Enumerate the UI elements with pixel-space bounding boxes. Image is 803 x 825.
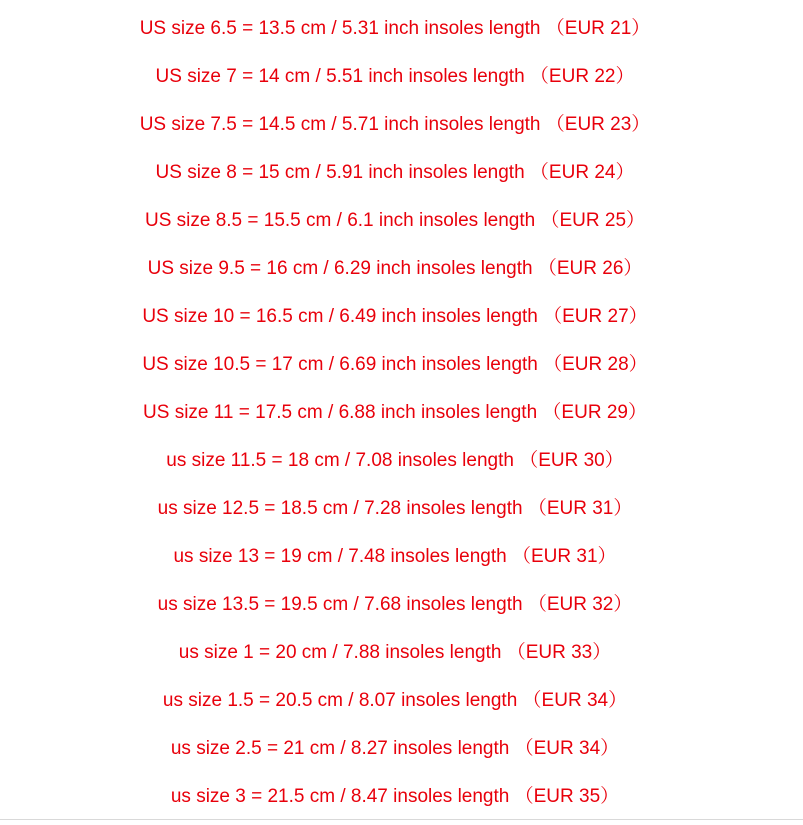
size-row: us size 3 = 21.5 cm / 8.47 insoles length （EUR 35） (170, 786, 620, 807)
size-row: us size 13 = 19 cm / 7.48 insoles length （EUR 31） (173, 546, 617, 567)
size-row: US size 6.5 = 13.5 cm / 5.31 inch insoles length （EUR 21） (139, 18, 651, 39)
size-row: US size 10 = 16.5 cm / 6.49 inch insoles length （EUR 27） (142, 306, 648, 327)
size-row: US size 7 = 14 cm / 5.51 inch insoles length （EUR 22） (155, 66, 635, 87)
size-row: US size 11 = 17.5 cm / 6.88 inch insoles length （EUR 29） (143, 402, 647, 423)
size-chart-list (0, 5, 790, 821)
size-row: US size 8.5 = 15.5 cm / 6.1 inch insoles length （EUR 25） (144, 210, 646, 231)
size-row: US size 7.5 = 14.5 cm / 5.71 inch insoles length （EUR 23） (139, 114, 651, 135)
size-row: US size 8 = 15 cm / 5.91 inch insoles length （EUR 24） (155, 162, 635, 183)
size-row: us size 11.5 = 18 cm / 7.08 insoles length （EUR 30） (166, 450, 624, 471)
size-row: US size 10.5 = 17 cm / 6.69 inch insoles length （EUR 28） (142, 354, 648, 375)
size-row: US size 9.5 = 16 cm / 6.29 inch insoles length （EUR 26） (147, 258, 643, 279)
size-row: us size 1.5 = 20.5 cm / 8.07 insoles length （EUR 34） (162, 690, 628, 711)
size-row: us size 13.5 = 19.5 cm / 7.68 insoles length （EUR 32） (157, 594, 633, 615)
size-row: us size 12.5 = 18.5 cm / 7.28 insoles length （EUR 31） (157, 498, 633, 519)
size-row: us size 2.5 = 21 cm / 8.27 insoles length （EUR 34） (170, 738, 620, 759)
size-row: us size 1 = 20 cm / 7.88 insoles length （EUR 33） (178, 642, 612, 663)
bottom-divider (0, 819, 803, 820)
